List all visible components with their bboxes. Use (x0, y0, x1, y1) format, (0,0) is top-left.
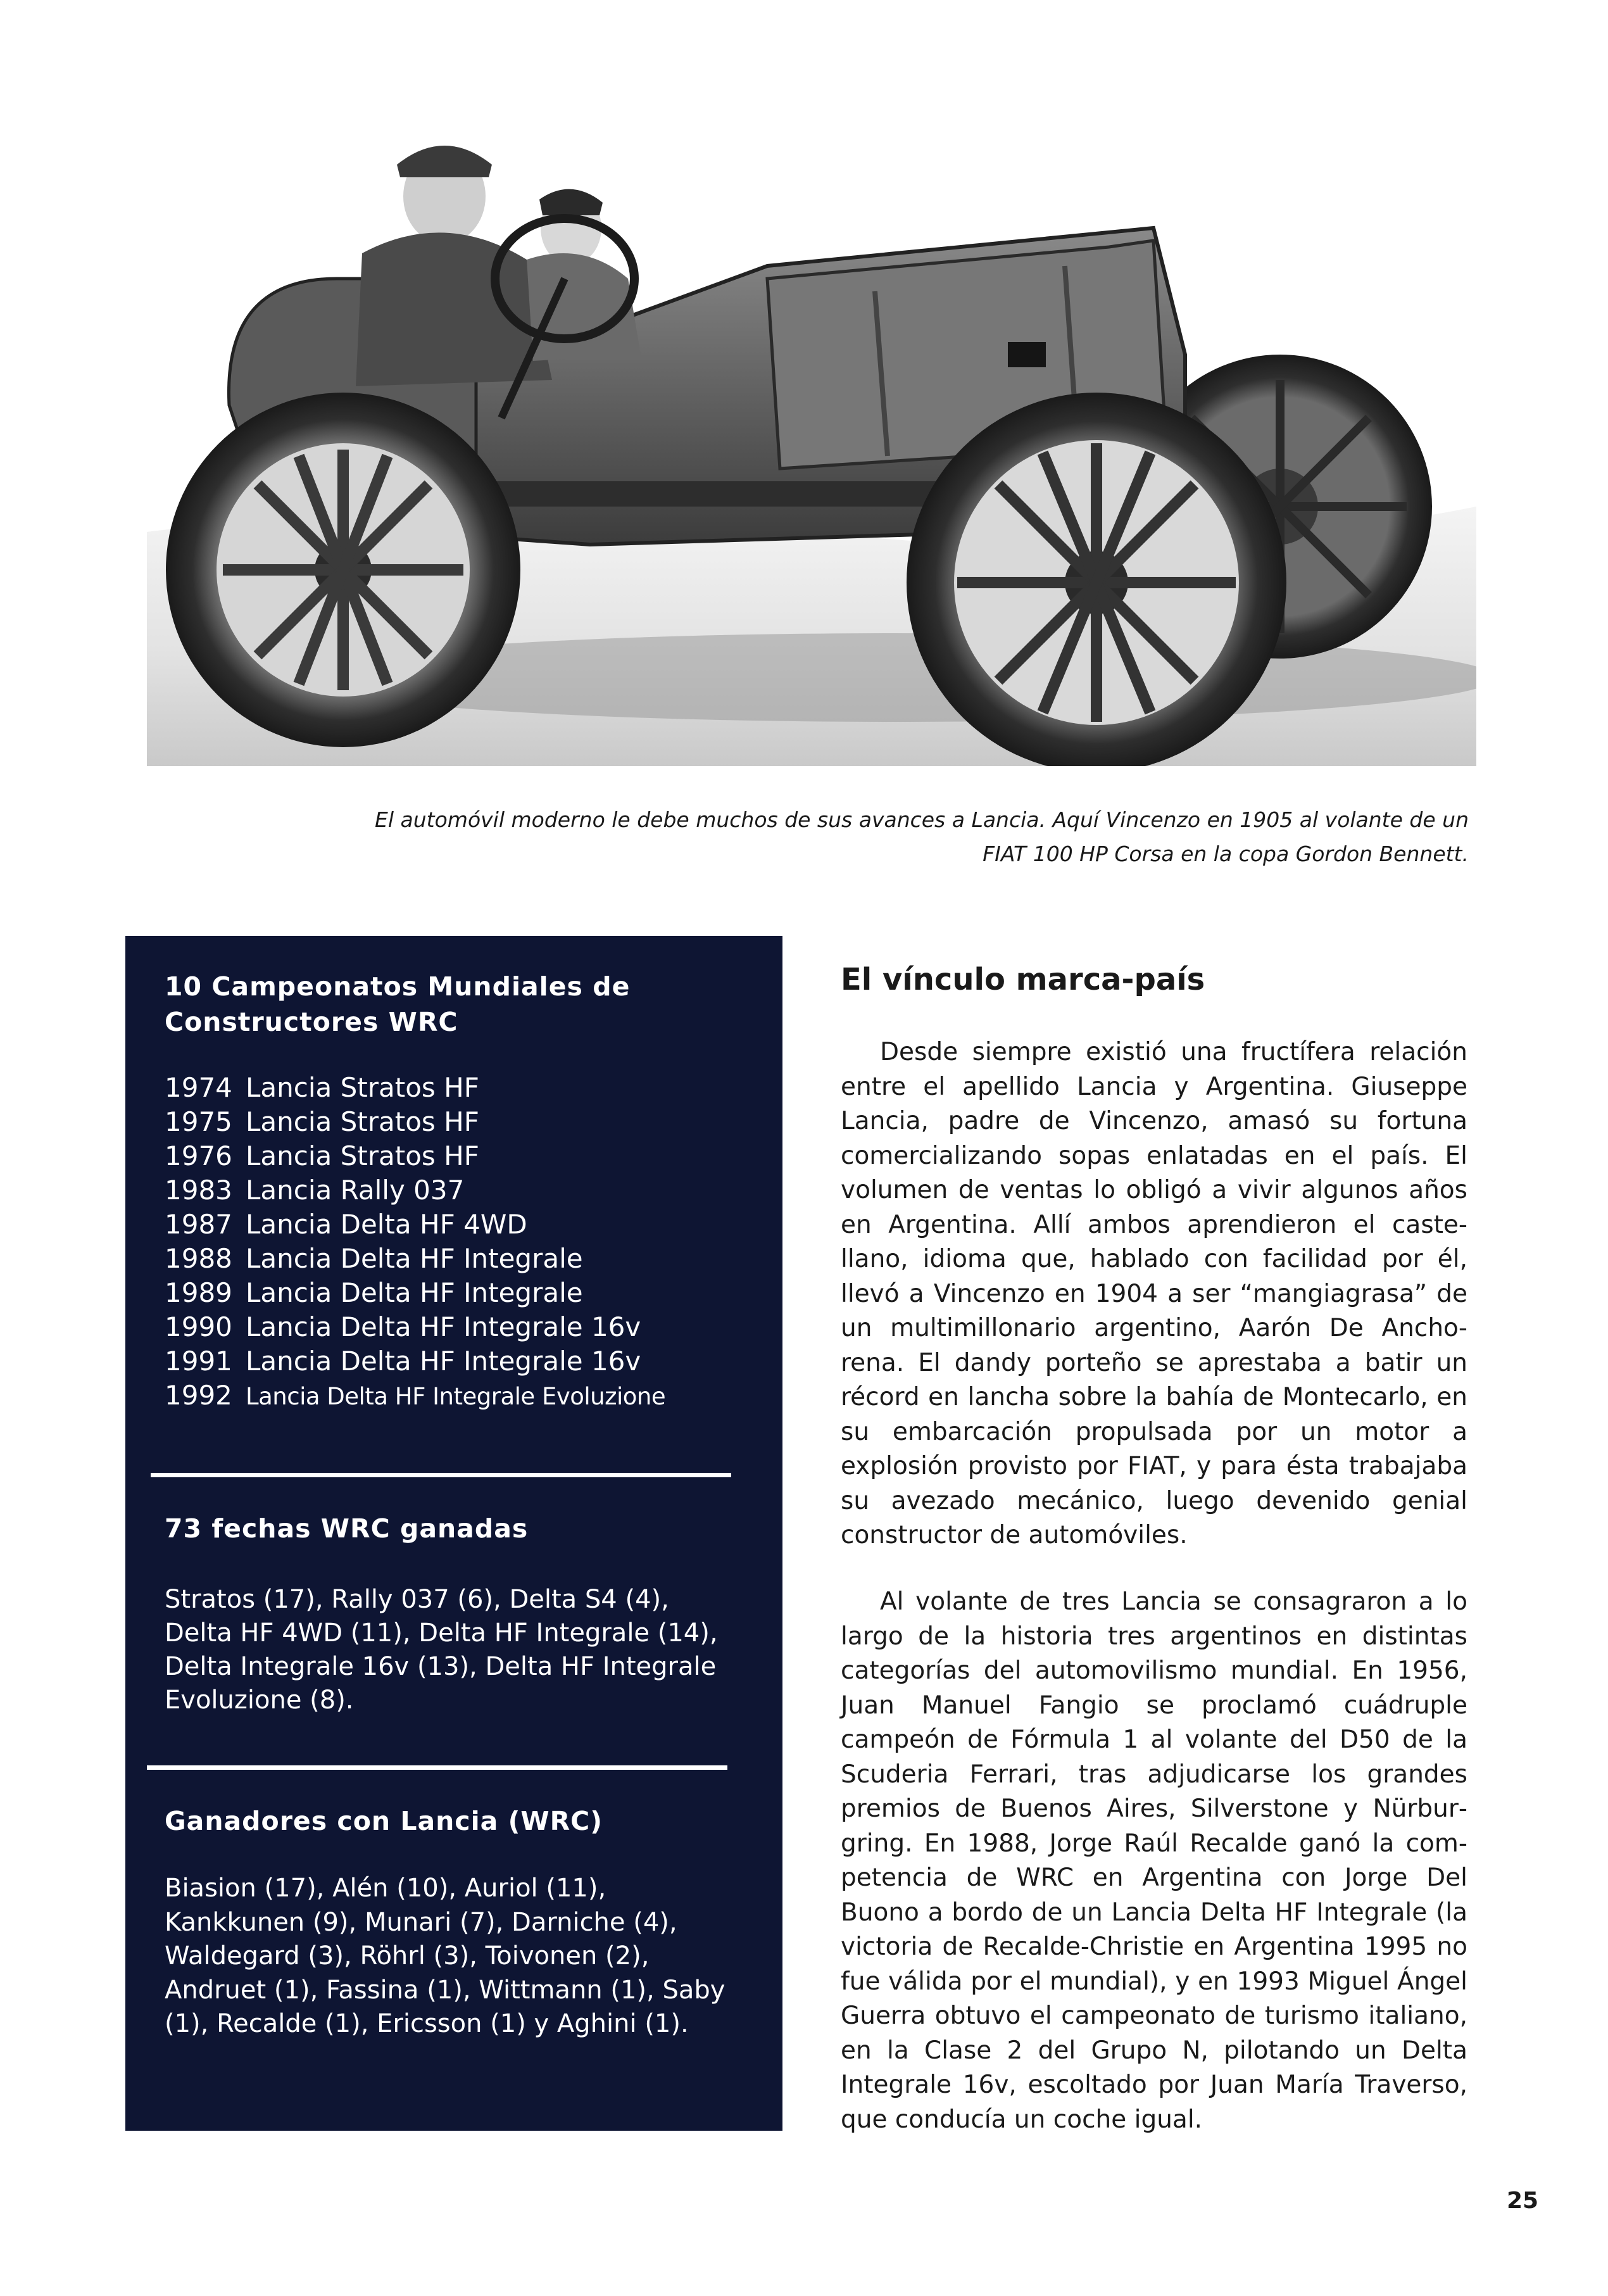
championship-year: 1975 (165, 1106, 232, 1137)
list-item (165, 1071, 665, 1105)
wrc-sidebar (125, 936, 782, 2131)
championship-model: Lancia Delta HF Integrale Evoluzione (246, 1383, 666, 1410)
championships-list (165, 1071, 665, 1414)
championship-year: 1988 (165, 1243, 232, 1274)
championship-year: 1976 (165, 1140, 232, 1171)
article-paragraph-2: Al volante de tres Lancia se consagraron a lo largo de la historia tres argentinos en distintas categorías del automovilismo mundial. En 1956, Juan Manuel Fangio se proclamó cuádruple campeón de Fórmula 1 al volante del D50 de la Scuderia Ferrari, tras adjudicarse los grandes premios de Buenos Aires, Silverstone y Nürburgring. En 1988, Jorge Raúl Recalde ganó la competencia de WRC en Argentina con Jorge Del Buono a bordo de un Lancia Delta HF Integrale (la victoria de Recalde-Christie en Argentina 1995 no fue válida por el mundial), y en 1993 Miguel Ángel Guerra obtuvo el campeonato de turismo italiano, en la Clase 2 del Grupo N, pilotando un Delta Integrale 16v, escoltado por Juan María Traverso, que conducía un coche igual. (841, 1587, 1467, 2134)
section-divider (147, 1765, 727, 1770)
vintage-race-car-illustration (147, 89, 1476, 766)
championship-model: Lancia Delta HF Integrale 16v (246, 1346, 641, 1377)
championship-year: 1991 (165, 1346, 232, 1377)
championship-year: 1990 (165, 1311, 232, 1342)
caption-line-1: El automóvil moderno le debe muchos de sus avances a Lancia. Aquí Vincenzo en 1905 al volante de un (375, 807, 1469, 832)
list-item (165, 1310, 665, 1344)
championship-model: Lancia Delta HF Integrale 16v (246, 1311, 641, 1342)
championship-year: 1983 (165, 1175, 232, 1206)
list-item (165, 1378, 665, 1414)
section-divider (151, 1473, 731, 1477)
championship-model: Lancia Stratos HF (246, 1140, 479, 1171)
article-title: El vínculo marca-país (841, 962, 1205, 997)
championships-title-line-2: Constructores WRC (165, 1007, 458, 1037)
list-item (165, 1105, 665, 1139)
championship-model: Lancia Rally 037 (246, 1175, 465, 1206)
list-item (165, 1242, 665, 1276)
championship-model: Lancia Delta HF 4WD (246, 1209, 527, 1240)
list-item (165, 1276, 665, 1310)
article-paragraph-1: Desde siempre existió una fructífera relación entre el apellido Lancia y Argentina. Giuseppe Lancia, padre de Vincenzo, amasó su fortuna comercializando sopas enlatadas en el país. El volumen de ventas lo obligó a vivir algunos años en Argentina. Allí ambos aprendieron el castellano, idioma que, hablado con facilidad por él, llevó a Vincenzo en 1904 a ser “mangiagrasa” de un multimillonario argentino, Aarón De Anchorena. El dandy porteño se aprestaba a batir un récord en lancha sobre la bahía de Montecarlo, en su embarcación propulsada por un motor a explosión provisto por FIAT, y para ésta trabajaba su avezado mecánico, luego devenido genial constructor de automóviles. (841, 1038, 1467, 1549)
championship-model: Lancia Stratos HF (246, 1072, 479, 1103)
wins-title: 73 fechas WRC ganadas (165, 1513, 529, 1544)
page-number: 25 (1507, 2188, 1539, 2214)
championships-title-line-1: 10 Campeonatos Mundiales de (165, 971, 631, 1002)
championships-title (165, 969, 630, 1040)
list-item (165, 1208, 665, 1242)
winners-title: Ganadores con Lancia (WRC) (165, 1806, 603, 1836)
photo-caption (304, 803, 1469, 871)
winners-text: Biasion (17), Alén (10), Auriol (11), Kankkunen (9), Munari (7), Darniche (4), Waldegard (3), Röhrl (3), Toivonen (2), Andruet (1), Fassina (1), Wittmann (1), Saby (1), Recalde (1), Ericsson (1) y Aghini (1). (165, 1874, 725, 2038)
championship-model: Lancia Delta HF Integrale (246, 1243, 583, 1274)
list-item (165, 1173, 665, 1208)
championship-year: 1989 (165, 1277, 232, 1308)
championship-year: 1974 (165, 1072, 232, 1103)
wins-text: Stratos (17), Rally 037 (6), Delta S4 (4), Delta HF 4WD (11), Delta HF Integrale (14), Delta Integrale 16v (13), Delta HF Integrale Evoluzione (8). (165, 1585, 718, 1715)
caption-line-2: FIAT 100 HP Corsa en la copa Gordon Bennett. (983, 842, 1469, 866)
championship-year: 1992 (165, 1380, 232, 1411)
championship-model: Lancia Delta HF Integrale (246, 1277, 583, 1308)
championship-model: Lancia Stratos HF (246, 1106, 479, 1137)
list-item (165, 1344, 665, 1378)
championship-year: 1987 (165, 1209, 232, 1240)
car-photo (147, 89, 1476, 766)
list-item (165, 1139, 665, 1173)
